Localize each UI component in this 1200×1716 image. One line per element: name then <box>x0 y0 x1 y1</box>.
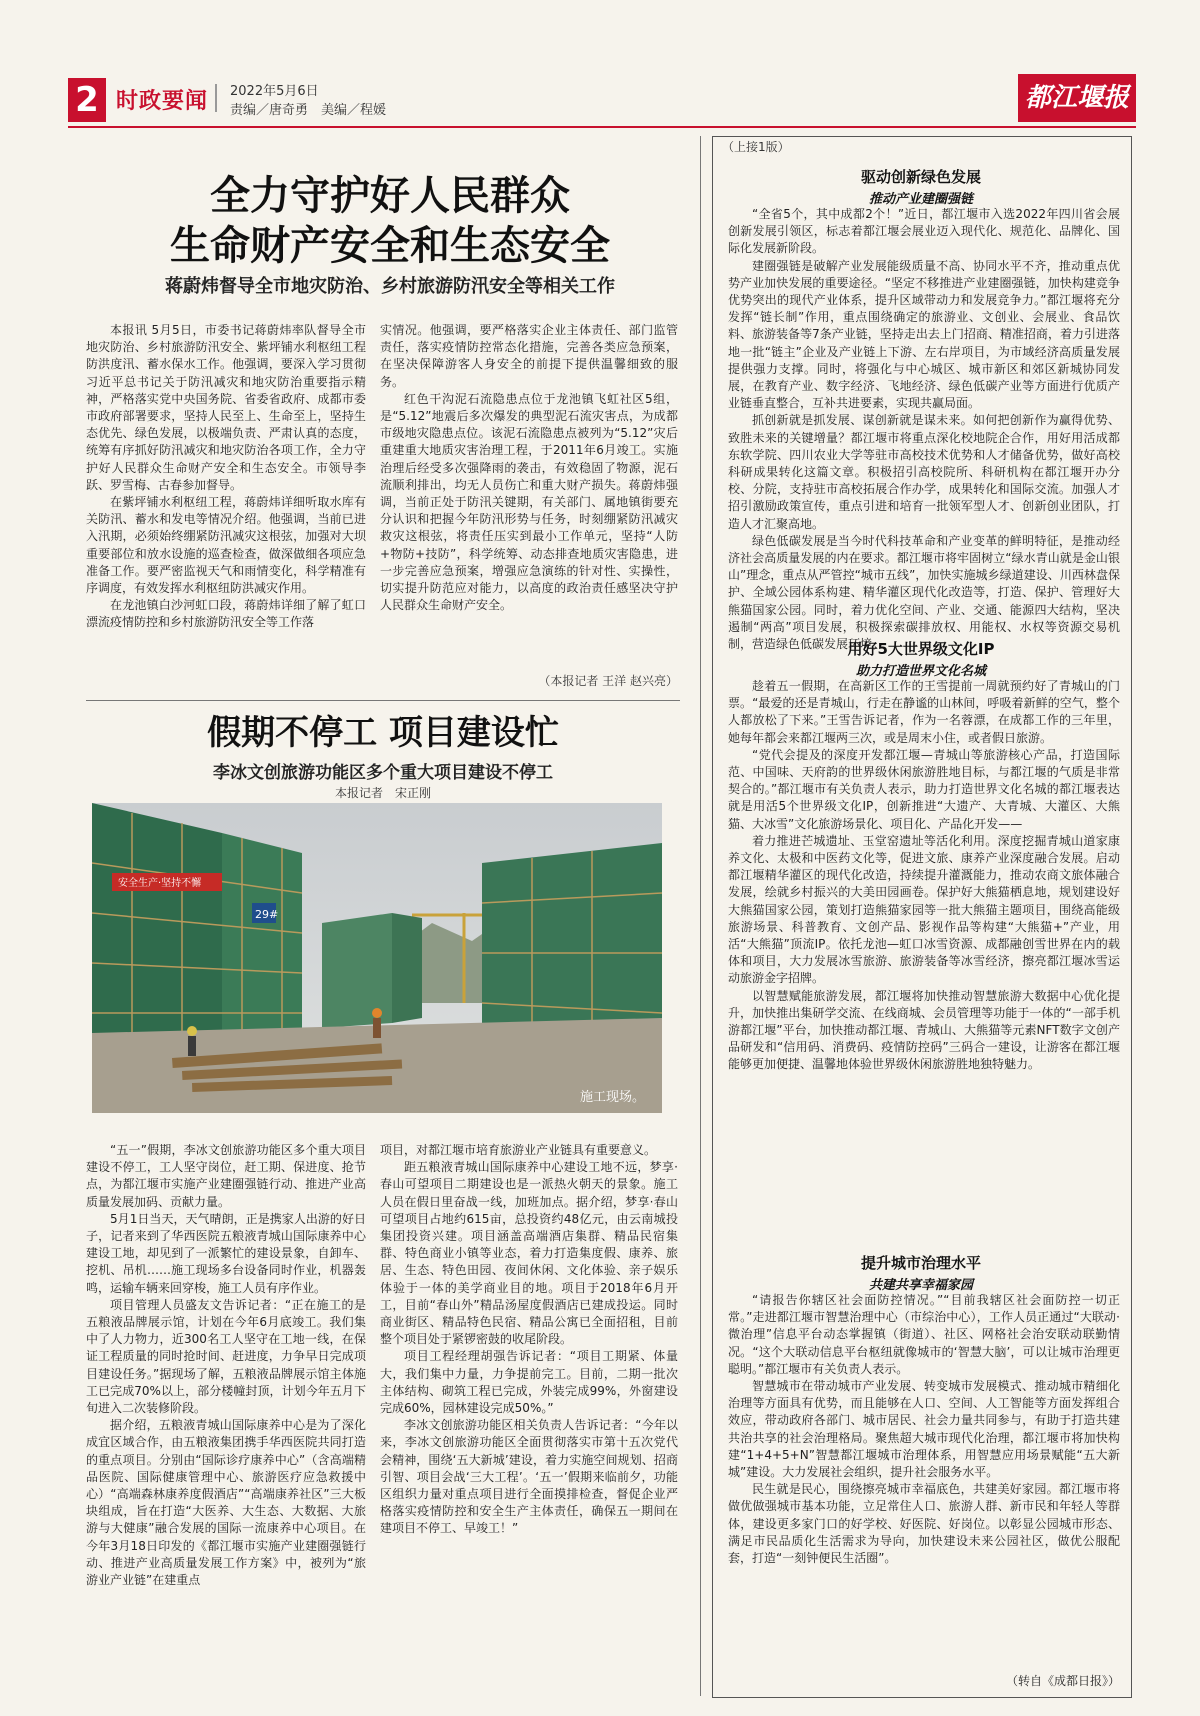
paragraph: 在龙池镇白沙河虹口段，蒋蔚炜详细了解了虹口漂流疫情防控和乡村旅游防汛安全等工作落 <box>86 598 366 630</box>
header-divider <box>215 84 217 112</box>
newspaper-logo: 都江堰报 <box>1018 74 1136 122</box>
building-number: 29# <box>255 908 279 921</box>
paragraph: 绿色低碳发展是当今时代科技革命和产业变革的鲜明特征，是推动经济社会高质量发展的内在要求。都江堰市将牢固树立“绿水青山就是金山银山”理念，重点从严管控“城市五线”，加快实施城乡绿道建设、川西林盘保护、全域公园体系构建、精华灌区现代化改造等，打造、保护、管理好大熊猫国家公园。同时，着力优化空间、产业、交通、能源四大结构，坚决遏制“两高”项目发展，积极探索碳排放权、用能权、水权等资源交易机制，营造绿色低碳发展环境。 <box>728 533 1120 652</box>
paragraph: 李冰文创旅游功能区相关负责人告诉记者：“今年以来，李冰文创旅游功能区全面贯彻落实市第十五次党代会精神，围绕‘五大新城’建设，着力实施空间规划、招商引智、项目会战‘三大工程’。‘五一’假期来临前夕，功能区组织力量对重点项目进行全面摸排检查，督促企业严格落实疫情防控和安全生产主体责任，确保五一期间在建项目不停工、早竣工！” <box>380 1418 678 1536</box>
article-divider <box>86 700 680 701</box>
section3-subheading: 共建共享幸福家园 <box>868 1278 973 1293</box>
paragraph: 本报讯 5月5日，市委书记蒋蔚炜率队督导全市地灾防治、乡村旅游防汛安全、紫坪铺水利枢纽工程防洪度汛、蓄水保水工作。他强调，要深入学习贯彻习近平总书记关于防汛减灾和地灾防治重要指示精神，严格落实党中央国务院、省委省政府、成都市委市政府部署要求，坚持人民至上、生命至上，坚持生态优先、绿色发展，以极端负责、严肃认真的态度，统筹有序抓好防汛减灾和地灾防治各项工作，全力守护好人民群众生命财产安全和生态安全。市领导李跃、罗雪梅、古春参加督导。 <box>86 323 366 492</box>
section2-subheading: 助力打造世界文化名城 <box>855 664 986 679</box>
paragraph: “全省5个，其中成都2个！”近日，都江堰市入选2022年四川省会展创新发展引领区，标志着都江堰会展业迈入现代化、规范化、品牌化、国际化发展新阶段。 <box>728 207 1120 256</box>
paragraph: 距五粮液青城山国际康养中心建设工地不远，梦享·春山可望项目二期建设也是一派热火朝天的景象。施工人员在假日里奋战一线，加班加点。据介绍，梦享·春山可望项目占地约615亩，总投资约48亿元，由云南城投集团投资兴建。项目涵盖高端酒店集群、精品民宿集群、特色商业小镇等业态，着力打造集度假、康养、旅居、生态、特色田园、夜间休闲、文化体验、亲子娱乐体验于一体的美学商业目的地。项目于2018年6月开工，目前“春山外”精品汤屋度假酒店已建成投运。同时商业街区、精品特色民宿、精品公寓已全面招租，目前整个项目处于紧锣密鼓的收尾阶段。 <box>380 1160 678 1347</box>
paragraph: 项目工程经理胡强告诉记者：“项目工期紧、体量大，我们集中力量，力争提前完工。目前，二期一批次主体结构、砌筑工程已完成，外装完成99%，外窗建设完成60%，园林建设完成50%。” <box>380 1349 678 1416</box>
source-credit: （转自《成都日报》） <box>1005 1674 1120 1688</box>
article2-byline: 本报记者 宋正刚 <box>334 786 431 800</box>
page-number: 2 <box>68 78 106 122</box>
article2-column2 <box>380 1142 678 1538</box>
article1-headline-line1: 全力守护好人民群众 <box>210 172 570 219</box>
section1-heading: 驱动创新绿色发展 <box>860 168 981 186</box>
paragraph: 民生就是民心，围绕擦亮城市幸福底色，共建美好家园。都江堰市将做优做强城市基本功能，立足常住人口、旅游人群、新市民和年轻人等群体，建设更多家门口的好学校、好医院、好岗位。以彰显公园城市形态、满足市民品质化生活需求为导向，加快建设未来公园社区，做优公服配套，打造“一刻钟便民生活圈”。 <box>728 1482 1120 1566</box>
paragraph: 红色干沟泥石流隐患点位于龙池镇飞虹社区5组，是“5.12”地震后多次爆发的典型泥石流灾害点，为成都市级地灾隐患点位。该泥石流隐患点被列为“5.12”灾后重建重大地质灾害治理工程，于2011年6月竣工。实施治理后经受多次强降雨的袭击，有效稳固了物源，泥石流顺利排出，均无人员伤亡和重大财产损失。蒋蔚炜强调，当前正处于防汛关键期，有关部门、属地镇街要充分认识和把握今年防汛形势与任务，时刻绷紧防汛减灾救灾这根弦，将责任压实到最小工作单元，坚持“人防+物防+技防”，科学统筹、动态排查地质灾害隐患，进一步完善应急预案，增强应急演练的针对性、实操性，切实提升防范应对能力，以高度的政治责任感坚决守护人民群众生命财产安全。 <box>380 391 678 613</box>
paragraph: 在紫坪铺水利枢纽工程，蒋蔚炜详细听取水库有关防汛、蓄水和发电等情况介绍。他强调，当前已进入汛期，必须始终绷紧防汛减灾这根弦，加强对大坝重要部位和放水设施的巡查检查，做深做细各项应急准备工作。要严密监视天气和雨情变化，科学精准有序调度，有效发挥水利枢纽防洪减灾作用。 <box>86 495 366 596</box>
photo-caption: 施工现场。 <box>580 1090 646 1105</box>
paragraph: 实情况。他强调，要严格落实企业主体责任、部门监管责任，落实疫情防控常态化措施，完善各类应急预案，在坚决保障游客人身安全的前提下提供温馨细致的服务。 <box>380 323 678 389</box>
article2-subhead: 李冰文创旅游功能区多个重大项目建设不停工 <box>213 763 553 783</box>
construction-site-photo <box>92 803 662 1113</box>
article2-column1 <box>86 1142 366 1589</box>
paragraph: “请报告你辖区社会面防控情况。”“目前我辖区社会面防控一切正常。”走进都江堰市智慧治理中心（市综治中心），工作人员正通过“大联动·微治理”信息平台动态掌握镇（街道）、社区、网格社会治安联动联勤情况。“这个大联动信息平台枢纽就像城市的‘智慧大脑’，可以让城市治理更聪明。”都江堰市有关负责人表示。 <box>728 1293 1120 1376</box>
paragraph: “党代会提及的深度开发都江堰—青城山等旅游核心产品，打造国际范、中国味、天府韵的世界级休闲旅游胜地目标，与都江堰的气质是非常契合的。”都江堰市有关负责人表示，助力打造世界文化名城的都江堰表达就是用活5个世界级文化IP，创新推进“大遗产、大青城、大灌区、大熊猫、大冰雪”文化旅游场景化、项目化、产品化开发—— <box>728 747 1120 831</box>
top-rule <box>68 126 1136 128</box>
issue-date: 2022年5月6日 <box>230 84 319 99</box>
paragraph: 以智慧赋能旅游发展，都江堰将加快推动智慧旅游大数据中心优化提升，加快推出集研学交流、在线商城、会员管理等功能于一体的“一部手机游都江堰”平台，加快推动都江堰、青城山、大熊猫等元素NFT数字文创产品研发和“信用码、消费码、疫情防控码”三码合一建设，让游客在都江堰能够更加便捷、温馨地体验世界级休闲旅游胜地独特魅力。 <box>728 988 1120 1072</box>
article1-column1 <box>86 322 366 632</box>
paragraph: 智慧城市在带动城市产业发展、转变城市发展模式、推动城市精细化治理等方面具有优势，而且能够在人口、空间、人工智能等方面发挥组合效应，带动政府各部门、城市居民、社会力量共同参与，有助于打造共建共治共享的社会治理格局。聚焦超大城市现代化治理，都江堰市将加快构建“1+4+5+N”智慧都江堰城市治理体系，用智慧应用场景赋能“五大新城”建设。大力发展社会组织，提升社会服务水平。 <box>728 1379 1120 1480</box>
section3-body <box>728 1292 1120 1567</box>
paragraph: 项目，对都江堰市培育旅游业产业链具有重要意义。 <box>380 1143 657 1157</box>
paragraph: 抓创新就是抓发展、谋创新就是谋未来。如何把创新作为赢得优势、致胜未来的关键增量？都江堰市将重点深化校地院企合作，用好用活成都东软学院、四川农业大学等驻市高校技术优势和人才储备优势，做好高校科研成果转化这篇文章。积极招引高校院所、科研机构在都江堰开办分校、分院，支持驻市高校拓展合作办学，成果转化和国际交流。加强人才招引激励政策宣传，重点引进和培育一批领军型人才、创新创业团队，打造人才汇聚高地。 <box>728 413 1120 531</box>
article1-headline-line2: 生命财产安全和生态安全 <box>170 222 610 269</box>
section3-heading: 提升城市治理水平 <box>860 1254 981 1272</box>
article1-column2 <box>380 322 678 614</box>
paragraph: 建圈强链是破解产业发展能级质量不高、协同水平不齐，推动重点优势产业加快发展的重要途径。“坚定不移推进产业建圈强链，加快构建竞争优势突出的现代产业体系，提升区域带动力和发展竞争力。”都江堰将充分发挥“链长制”作用，重点围绕确定的旅游业、文创业、会展业、食品饮料、旅游装备等7条产业链，坚持走出去上门招商、精准招商，着力引进落地一批“链主”企业及产业链上下游、左右岸项目，为市域经济高质量发展提供强力支撑。同时，将强化与中心城区、城市新区和郊区新城协同发展，在教育产业、数字经济、飞地经济、绿色低碳产业等方面进行优质产业链垂直整合，互补共进要素，实现共赢局面。 <box>728 258 1120 411</box>
paragraph: 5月1日当天，天气晴朗，正是携家人出游的好日子，记者来到了华西医院五粮液青城山国际康养中心建设工地，却见到了一派繁忙的建设景象，自卸车、挖机、吊机……施工现场多台设备同时作业，机器轰鸣，运输车辆来回穿梭，施工人员有序作业。 <box>86 1211 366 1295</box>
paragraph: 着力推进芒城遗址、玉堂窑遗址等活化利用。深度挖掘青城山道家康养文化、太极和中医药文化等，促进文旅、康养产业深度融合发展。启动都江堰精华灌区的现代化改造，持续提升灌溉能力，推动农商文旅体融合发展，绘就乡村振兴的大美田园画卷。保护好大熊猫栖息地，规划建设好大熊猫国家公园，策划打造熊猫家园等一批大熊猫主题项目，围绕高能级旅游场景、科普教育、文创产品、影视作品等构建“大熊猫+”产业，用活“大熊猫”顶流IP。依托龙池—虹口冰雪资源、成都融创雪世界在内的载体和项目，大力发展冰雪旅游、旅游装备等冰雪经济，擦亮都江堰冰雪运动旅游金字招牌。 <box>728 833 1120 986</box>
article1-byline: （本报记者 王洋 赵兴亮） <box>538 674 678 688</box>
article1-subhead: 蒋蔚炜督导全市地灾防治、乡村旅游防汛安全等相关工作 <box>165 276 615 297</box>
column-divider <box>700 136 701 1696</box>
paragraph: 趁着五一假期，在高新区工作的王雪提前一周就预约好了青城山的门票。“最爱的还是青城山，行走在静谧的山林间，呼吸着新鲜的空气，整个人都放松了下来。”王雪告诉记者，作为一名蓉漂，在成都工作的三年里，她每年都会来都江堰两三次，或是周末小住，或者假日旅游。 <box>728 679 1120 745</box>
paragraph: 项目管理人员盛友文告诉记者：“正在施工的是五粮液品牌展示馆，计划在今年6月底竣工。我们集中了人力物力，近300名工人坚守在工地一线，在保证工程质量的同时抢时间、赶进度，力争早日完成项目建设任务。”据现场了解，五粮液品牌展示馆主体施工已完成70%以上，部分楼幢封顶，计划今年五月下旬进入二次装修阶段。 <box>86 1297 366 1416</box>
section2-heading: 用好5大世界级文化IP <box>847 640 995 658</box>
editor-credits: 责编／唐奇勇 美编／程媛 <box>230 103 387 118</box>
section2-body <box>728 678 1120 1074</box>
continued-note: （上接1版） <box>722 140 790 154</box>
section-title: 时政要闻 <box>116 89 209 114</box>
section1-subheading: 推动产业建圈强链 <box>868 192 973 207</box>
paragraph: 据介绍，五粮液青城山国际康养中心是为了深化成宜区域合作，由五粮液集团携手华西医院共同打造的重点项目。分别由“国际诊疗康养中心”（含高端精品医院、国际健康管理中心、旅游医疗应急救援中心）“高端森林康养度假酒店”“高端康养社区”三大板块组成，旨在打造“大医养、大生态、大数据、大旅游与大健康”融合发展的国际一流康养中心项目。在今年3月18日印发的《都江堰市实施产业建圈强链行动、推进产业高质量发展工作方案》中，被列为“旅游业产业链”在建重点 <box>86 1418 366 1588</box>
section1-body <box>728 206 1120 653</box>
paragraph: “五一”假期，李冰文创旅游功能区多个重大项目建设不停工，工人坚守岗位，赶工期、保进度、抢节点，为都江堰市实施产业建圈强链行动、推进产业高质量发展加码、贡献力量。 <box>86 1143 366 1209</box>
article2-headline: 假期不停工 项目建设忙 <box>207 713 559 753</box>
banner-text: 安全生产·坚持不懈 <box>118 878 202 889</box>
